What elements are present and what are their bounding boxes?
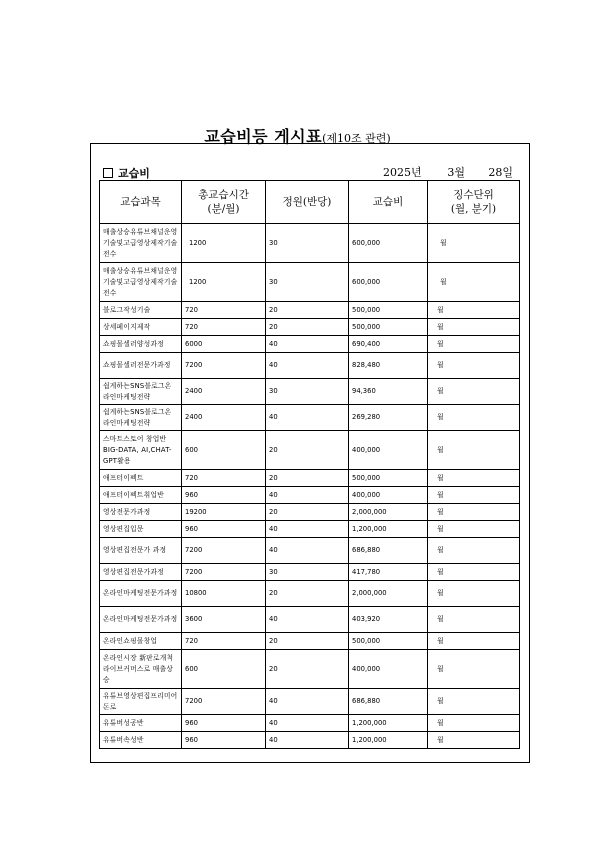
fee-cell: 500,000 (349, 302, 428, 319)
fee-cell: 2,000,000 (349, 581, 428, 607)
fee-cell: 1,200,000 (349, 521, 428, 538)
table-row (100, 689, 520, 715)
unit-cell: 월 (428, 633, 520, 650)
capacity-cell: 20 (266, 633, 349, 650)
table-row (100, 538, 520, 564)
capacity-cell: 20 (266, 431, 349, 470)
hours-cell: 1200 (182, 263, 266, 302)
course-cell: 상세페이지제작 (100, 319, 182, 336)
unit-cell: 월 (428, 581, 520, 607)
course-cell: 온라인마케팅전문가과정 (100, 607, 182, 633)
course-cell: 쇼핑몰셀러양성과정 (100, 336, 182, 353)
course-cell: 온라인마케팅전문가과정 (100, 581, 182, 607)
capacity-cell: 40 (266, 715, 349, 732)
course-cell: 온라인시장 新판로개척 라이브커머스로 매출상승 (100, 650, 182, 689)
hours-cell: 3600 (182, 607, 266, 633)
course-cell: 쉽게하는SNS블로그온라인마케팅전략 (100, 405, 182, 431)
capacity-cell: 30 (266, 379, 349, 405)
table-row (100, 607, 520, 633)
table-row (100, 732, 520, 749)
unit-cell: 월 (428, 319, 520, 336)
header-hours-line1: 총교습시간 (198, 189, 249, 201)
date-year: 2025년 (383, 166, 422, 179)
capacity-cell: 40 (266, 405, 349, 431)
header-unit-line2: (월, 분기) (450, 203, 497, 215)
hours-cell: 960 (182, 487, 266, 504)
capacity-cell: 40 (266, 353, 349, 379)
hours-cell: 2400 (182, 379, 266, 405)
course-cell: 블로그작성기술 (100, 302, 182, 319)
table-row (100, 715, 520, 732)
course-cell: 영상전문가과정 (100, 504, 182, 521)
unit-cell: 월 (428, 521, 520, 538)
course-cell: 매출상승유튜브채널운영기술및고급영상제작기술전수 (100, 263, 182, 302)
table-row (100, 650, 520, 689)
capacity-cell: 30 (266, 263, 349, 302)
hours-cell: 10800 (182, 581, 266, 607)
hours-cell: 2400 (182, 405, 266, 431)
section-label: 교습비 (118, 167, 150, 180)
fee-cell: 1,200,000 (349, 732, 428, 749)
unit-cell: 월 (428, 379, 520, 405)
header-fee: 교습비 (349, 181, 428, 224)
hours-cell: 960 (182, 521, 266, 538)
unit-cell: 월 (428, 504, 520, 521)
unit-cell: 월 (428, 607, 520, 633)
course-cell: 쇼핑몰셀러전문가과정 (100, 353, 182, 379)
course-cell: 영상편집전문가과정 (100, 564, 182, 581)
course-cell: 온라인쇼핑몰창업 (100, 633, 182, 650)
unit-cell: 월 (428, 353, 520, 379)
unit-cell: 월 (428, 538, 520, 564)
capacity-cell: 40 (266, 607, 349, 633)
unit-cell: 월 (428, 650, 520, 689)
header-unit (428, 181, 520, 224)
unit-cell: 월 (428, 431, 520, 470)
course-cell: 유튜브영상편집프리미어돈로 (100, 689, 182, 715)
course-cell: 애프터이펙트 (100, 470, 182, 487)
fee-table (99, 180, 520, 749)
unit-cell: 월 (428, 224, 520, 263)
capacity-cell: 40 (266, 732, 349, 749)
hours-cell: 960 (182, 715, 266, 732)
capacity-cell: 20 (266, 470, 349, 487)
header-capacity: 정원(반당) (266, 181, 349, 224)
capacity-cell: 20 (266, 650, 349, 689)
fee-cell: 686,880 (349, 689, 428, 715)
unit-cell: 월 (428, 470, 520, 487)
unit-cell: 월 (428, 715, 520, 732)
unit-cell: 월 (428, 487, 520, 504)
hours-cell: 600 (182, 650, 266, 689)
hours-cell: 720 (182, 302, 266, 319)
capacity-cell: 20 (266, 504, 349, 521)
course-cell: 스마트스토어 창업반 BIG-DATA, AI,CHAT-GPT활용 (100, 431, 182, 470)
hours-cell: 960 (182, 732, 266, 749)
hours-cell: 600 (182, 431, 266, 470)
table-row (100, 431, 520, 470)
header-hours (182, 181, 266, 224)
table-row (100, 487, 520, 504)
fee-cell: 2,000,000 (349, 504, 428, 521)
date-day: 28일 (488, 166, 513, 179)
table-row (100, 581, 520, 607)
fee-cell: 400,000 (349, 650, 428, 689)
fee-cell: 500,000 (349, 633, 428, 650)
unit-cell: 월 (428, 732, 520, 749)
fee-cell: 400,000 (349, 431, 428, 470)
hours-cell: 1200 (182, 224, 266, 263)
capacity-cell: 40 (266, 538, 349, 564)
fee-cell: 269,280 (349, 405, 428, 431)
section-heading (103, 165, 150, 181)
fee-cell: 94,360 (349, 379, 428, 405)
course-cell: 쉽게하는SNS블로그온라인마케팅전략 (100, 379, 182, 405)
fee-cell: 417,780 (349, 564, 428, 581)
fee-cell: 400,000 (349, 487, 428, 504)
unit-cell: 월 (428, 564, 520, 581)
hours-cell: 720 (182, 319, 266, 336)
course-cell: 유튜버성공반 (100, 715, 182, 732)
table-header-row (100, 181, 520, 224)
table-row (100, 379, 520, 405)
date-month: 3월 (447, 166, 465, 179)
fee-cell: 403,920 (349, 607, 428, 633)
capacity-cell: 20 (266, 581, 349, 607)
capacity-cell: 40 (266, 521, 349, 538)
table-row (100, 263, 520, 302)
table-row (100, 470, 520, 487)
fee-cell: 686,880 (349, 538, 428, 564)
table-row (100, 353, 520, 379)
unit-cell: 월 (428, 336, 520, 353)
document-title-main: 교습비등 게시표 (204, 127, 323, 146)
hours-cell: 19200 (182, 504, 266, 521)
hours-cell: 7200 (182, 564, 266, 581)
table-row (100, 224, 520, 263)
hours-cell: 7200 (182, 538, 266, 564)
table-row (100, 504, 520, 521)
fee-cell: 500,000 (349, 470, 428, 487)
course-cell: 영상편집전문가 과정 (100, 538, 182, 564)
table-row (100, 319, 520, 336)
fee-cell: 500,000 (349, 319, 428, 336)
hours-cell: 7200 (182, 689, 266, 715)
unit-cell: 월 (428, 405, 520, 431)
capacity-cell: 30 (266, 224, 349, 263)
checkbox-square-icon (103, 168, 113, 178)
capacity-cell: 20 (266, 302, 349, 319)
hours-cell: 7200 (182, 353, 266, 379)
unit-cell: 월 (428, 689, 520, 715)
fee-table-body (100, 224, 520, 749)
fee-cell: 600,000 (349, 224, 428, 263)
fee-cell: 690,400 (349, 336, 428, 353)
course-cell: 매출상승유튜브채널운영기술및고급영상제작기술전수 (100, 224, 182, 263)
header-unit-line1: 징수단위 (453, 189, 494, 201)
capacity-cell: 40 (266, 689, 349, 715)
table-row (100, 302, 520, 319)
fee-cell: 600,000 (349, 263, 428, 302)
fee-cell: 1,200,000 (349, 715, 428, 732)
course-cell: 영상편집입문 (100, 521, 182, 538)
fee-cell: 828,480 (349, 353, 428, 379)
posting-date (383, 164, 513, 180)
hours-cell: 6000 (182, 336, 266, 353)
document-title-sub: (제10조 관련) (322, 132, 391, 145)
header-course: 교습과목 (100, 181, 182, 224)
table-row (100, 633, 520, 650)
hours-cell: 720 (182, 470, 266, 487)
table-row (100, 521, 520, 538)
capacity-cell: 40 (266, 487, 349, 504)
unit-cell: 월 (428, 263, 520, 302)
course-cell: 애프터이펙트취업반 (100, 487, 182, 504)
capacity-cell: 20 (266, 319, 349, 336)
hours-cell: 720 (182, 633, 266, 650)
table-row (100, 405, 520, 431)
table-row (100, 336, 520, 353)
course-cell: 유튜버속성반 (100, 732, 182, 749)
table-row (100, 564, 520, 581)
header-hours-line2: (분/월) (207, 203, 240, 215)
capacity-cell: 30 (266, 564, 349, 581)
unit-cell: 월 (428, 302, 520, 319)
capacity-cell: 40 (266, 336, 349, 353)
